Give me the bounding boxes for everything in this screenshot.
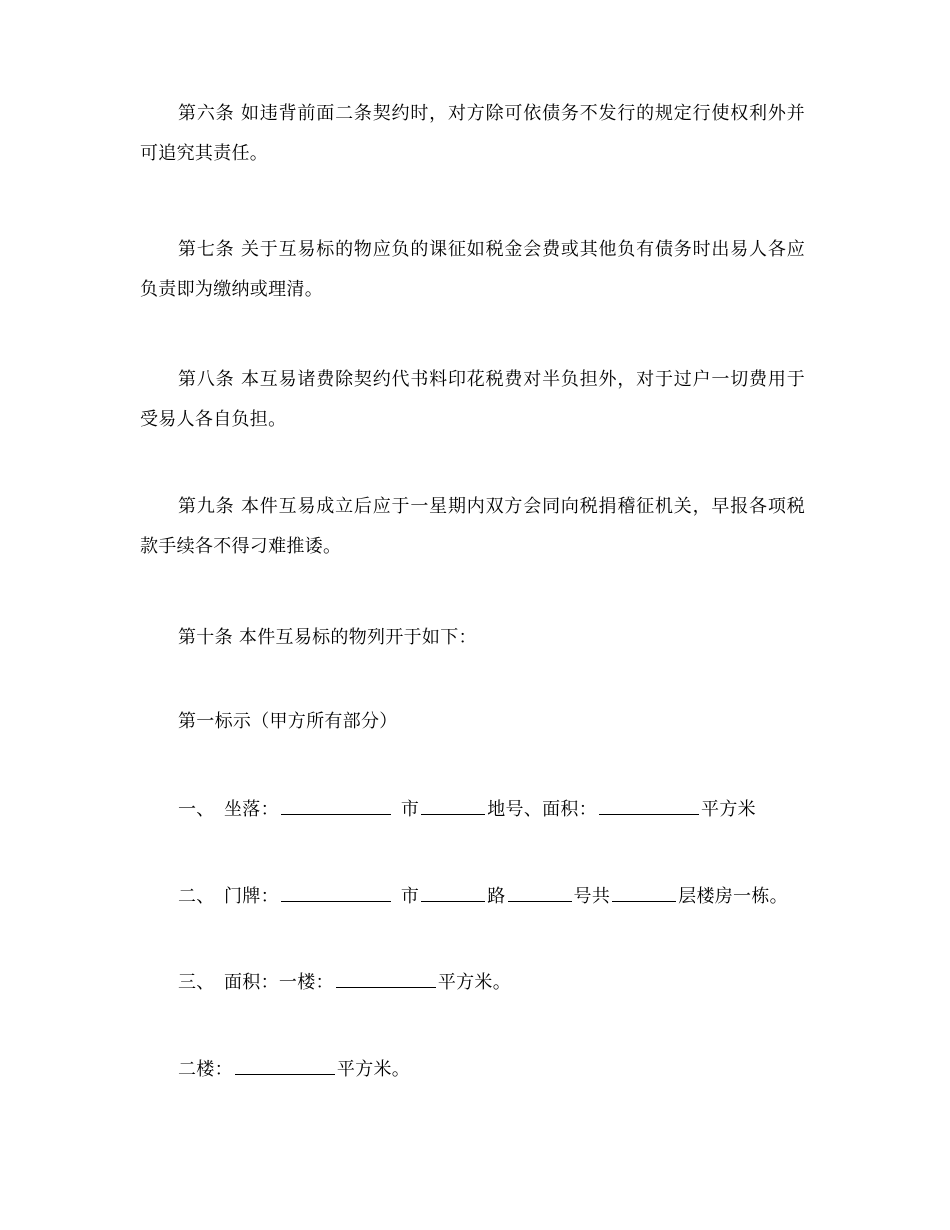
article-10: 第十条 本件互易标的物列开于如下： xyxy=(178,627,477,648)
article-7: 第七条 关于互易标的物应负的课征如税金会费或其他负有债务时出易人各应负责即为缴纳或理清。 xyxy=(140,239,805,300)
lot-label: 地号、面积： xyxy=(487,799,598,820)
item-address xyxy=(178,882,788,912)
area-label: 面积：一楼： xyxy=(224,972,334,993)
area-unit: 平方米 xyxy=(701,799,756,820)
blank-first-floor[interactable] xyxy=(336,969,436,988)
blank-floors[interactable] xyxy=(612,883,676,902)
road-label: 路 xyxy=(487,886,506,907)
article-6: 第六条 如违背前面二条契约时，对方除可依债务不发行的规定行使权利外并可追究其责任。 xyxy=(140,103,805,164)
item-number: 三、 xyxy=(178,972,215,993)
city-label: 市 xyxy=(400,799,420,820)
item-number: 一、 xyxy=(178,799,215,820)
blank-second-floor[interactable] xyxy=(235,1056,335,1075)
blank-area[interactable] xyxy=(599,796,699,815)
item-number: 二、 xyxy=(178,886,215,907)
item-second-floor xyxy=(178,1055,410,1085)
blank-city[interactable] xyxy=(421,883,485,902)
blank-city[interactable] xyxy=(421,796,485,815)
number-label: 号共 xyxy=(573,886,611,907)
second-floor-label: 二楼： xyxy=(178,1059,233,1080)
location-label: 坐落： xyxy=(224,799,279,820)
article-8: 第八条 本互易诸费除契约代书料印花税费对半负担外，对于过户一切费用于受易人各自负担。 xyxy=(140,369,805,430)
address-label: 门牌： xyxy=(224,886,279,907)
blank-road[interactable] xyxy=(508,883,572,902)
area-unit: 平方米。 xyxy=(437,972,512,993)
section-title: 第一标示（甲方所有部分） xyxy=(178,711,398,732)
area-unit: 平方米。 xyxy=(336,1059,411,1080)
floors-label: 层楼房一栋。 xyxy=(678,886,788,907)
item-area xyxy=(178,968,511,998)
blank-location[interactable] xyxy=(281,796,391,815)
city-label: 市 xyxy=(400,886,420,907)
item-location xyxy=(178,795,756,825)
blank-address[interactable] xyxy=(281,883,391,902)
article-9: 第九条 本件互易成立后应于一星期内双方会同向税捐稽征机关，早报各项税款手续各不得刁难推诿。 xyxy=(140,496,805,557)
